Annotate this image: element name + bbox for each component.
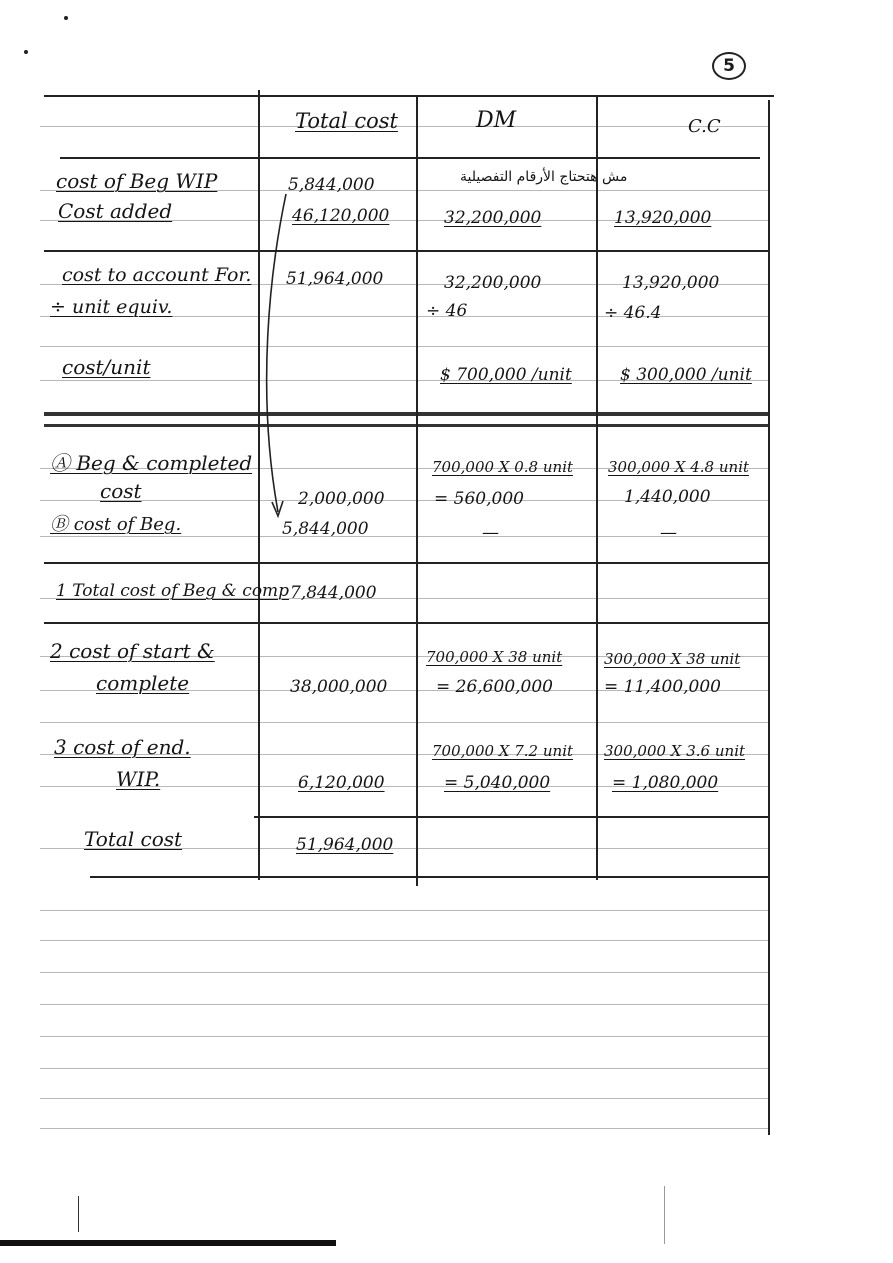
ruling-line — [40, 1036, 770, 1037]
label-beg-completed: Ⓐ Beg & completed — [50, 451, 253, 475]
label-cost-of-beg: Ⓑ cost of Beg. — [50, 514, 182, 535]
scan-mark — [664, 1186, 665, 1244]
table-line — [254, 816, 768, 818]
label-unit-equiv: ÷ unit equiv. — [50, 296, 173, 318]
cc-cost-of-beg: — — [660, 523, 677, 543]
table-double-divider — [44, 412, 768, 416]
cc-end-wip-calc: 300,000 X 3.6 unit — [604, 742, 746, 760]
total-total-cost: 51,964,000 — [296, 835, 394, 855]
table-line — [44, 562, 768, 564]
table-line — [44, 622, 768, 624]
ink-dot — [24, 50, 28, 54]
ruling-line — [40, 1128, 770, 1129]
table-header-line — [60, 157, 760, 159]
label-start-complete: 2 cost of start & — [50, 639, 215, 663]
table-bottom-line — [90, 876, 770, 878]
cc-cost-to-account: 13,920,000 — [622, 273, 720, 293]
ruling-line — [40, 972, 770, 973]
cc-end-wip-result: = 1,080,000 — [612, 773, 719, 793]
table-line — [44, 250, 768, 252]
dm-end-wip-calc: 700,000 X 7.2 unit — [432, 742, 574, 760]
page-right-margin — [768, 100, 770, 1135]
ruling-line — [40, 1098, 770, 1099]
total-cost-added: 46,120,000 — [292, 206, 390, 226]
ruling-line — [40, 346, 770, 347]
label-total-cost: Total cost — [84, 827, 183, 851]
label-cost-per-unit: cost/unit — [62, 355, 151, 379]
table-double-divider — [44, 424, 768, 427]
cc-cost-per-unit: $ 300,000 /unit — [620, 365, 752, 385]
page-number-badge — [712, 52, 746, 80]
cc-beg-completed-calc: 300,000 X 4.8 unit — [608, 458, 750, 476]
dm-cost-to-account: 32,200,000 — [444, 273, 542, 293]
ruling-line — [40, 910, 770, 911]
note-arabic: مش هتحتاج الأرقام التفصيلية — [460, 169, 628, 185]
dm-beg-completed-result: = 560,000 — [434, 489, 524, 509]
total-end-wip: 6,120,000 — [298, 773, 385, 793]
page-number: 5 — [723, 56, 735, 76]
scan-edge — [0, 1240, 336, 1246]
dm-unit-equiv: ÷ 46 — [426, 301, 468, 321]
header-dm: DM — [476, 108, 517, 133]
dm-start-complete-calc: 700,000 X 38 unit — [426, 648, 563, 666]
dm-cost-added: 32,200,000 — [444, 208, 542, 228]
label-start-complete-2: complete — [96, 671, 190, 695]
label-total-beg-comp: 1 Total cost of Beg & comp — [56, 581, 290, 601]
cc-unit-equiv: ÷ 46.4 — [604, 303, 662, 323]
dm-cost-per-unit: $ 700,000 /unit — [440, 365, 572, 385]
total-cost-to-account: 51,964,000 — [286, 269, 384, 289]
ruling-line — [40, 940, 770, 941]
scan-mark — [78, 1196, 79, 1232]
header-total-cost: Total cost — [295, 109, 398, 133]
total-beg-completed: 2,000,000 — [298, 489, 385, 509]
total-beg-comp: 7,844,000 — [290, 583, 377, 603]
arrow-icon — [250, 190, 290, 530]
ruling-line — [40, 126, 770, 127]
total-start-complete: 38,000,000 — [290, 677, 388, 697]
table-top-line — [44, 95, 774, 97]
label-beg-wip: cost of Beg WIP — [56, 169, 218, 193]
dm-beg-completed-calc: 700,000 X 0.8 unit — [432, 458, 574, 476]
cc-start-complete-calc: 300,000 X 38 unit — [604, 650, 741, 668]
column-divider-cc — [596, 96, 598, 880]
ruling-line — [40, 1068, 770, 1069]
label-end-wip-2: WIP. — [116, 767, 161, 791]
total-beg-wip: 5,844,000 — [288, 175, 375, 195]
label-cost-added: Cost added — [58, 199, 173, 223]
ink-dot — [64, 16, 68, 20]
label-end-wip: 3 cost of end. — [54, 735, 191, 759]
column-divider-dm — [416, 96, 418, 886]
label-beg-completed-cost: cost — [100, 479, 142, 503]
ruling-line — [40, 1004, 770, 1005]
total-cost-of-beg: 5,844,000 — [282, 519, 369, 539]
dm-cost-of-beg: — — [482, 523, 499, 543]
ruling-line — [40, 722, 770, 723]
label-cost-to-account: cost to account For. — [62, 264, 252, 286]
dm-end-wip-result: = 5,040,000 — [444, 773, 551, 793]
cc-beg-completed-result: 1,440,000 — [624, 487, 711, 507]
cc-start-complete-result: = 11,400,000 — [604, 677, 721, 697]
cc-cost-added: 13,920,000 — [614, 208, 712, 228]
header-cc: C.C — [688, 116, 721, 137]
dm-start-complete-result: = 26,600,000 — [436, 677, 553, 697]
